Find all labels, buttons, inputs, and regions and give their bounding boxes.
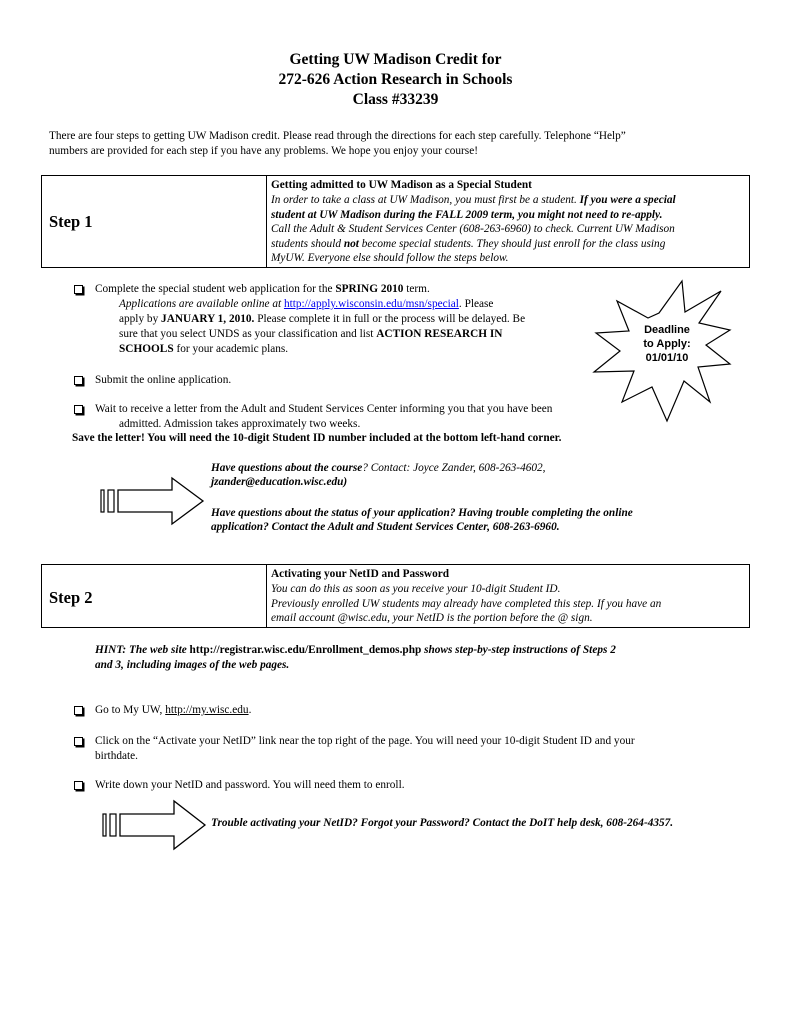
deadline-text: Deadline to Apply: 01/01/10 (643, 324, 691, 364)
hint-line-1: HINT: The web site http://registrar.wisc.edu/Enrollment_demos.php shows step-by-step instructions of Steps 2 (95, 644, 616, 656)
step1-item1-line-4: sure that you select UNDS as your classification and list ACTION RESEARCH IN (119, 328, 503, 340)
checkbox-step1-item2[interactable] (74, 376, 83, 385)
arrow-right-icon (102, 799, 208, 851)
checkbox-step1-item1[interactable] (74, 285, 83, 294)
step1-item1-line-1: Complete the special student web application for the SPRING 2010 term. (95, 283, 430, 295)
step1-desc-line-1: In order to take a class at UW Madison, you must first be a student. If you were a special (271, 194, 676, 206)
intro-line-2: numbers are provided for each step if you have any problems. We hope you enjoy your course! (49, 145, 478, 157)
title-line-3: Class #33239 (352, 91, 439, 108)
checkbox-step1-item3[interactable] (74, 405, 83, 414)
step1-heading: Getting admitted to UW Madison as a Special Student (271, 179, 532, 191)
help-course-line-2: jzander@education.wisc.edu) (211, 476, 348, 488)
step2-divider (266, 565, 267, 627)
step1-item2-text: Submit the online application. (95, 374, 232, 386)
step1-desc-line-2: student at UW Madison during the FALL 2009 term, you might not need to re-apply. (271, 209, 663, 221)
checkbox-step2-item1[interactable] (74, 706, 83, 715)
step1-desc-line-5: MyUW. Everyone else should follow the steps below. (271, 252, 509, 264)
help-application-line-2: application? Contact the Adult and Student Services Center, 608-263-6960. (211, 521, 560, 533)
title-line-1: Getting UW Madison Credit for (289, 51, 502, 68)
step2-item1-text: Go to My UW, http://my.wisc.edu. (95, 704, 252, 716)
step1-label: Step 1 (49, 212, 93, 231)
checkbox-step2-item2[interactable] (74, 737, 83, 746)
apply-link[interactable]: http://apply.wisconsin.edu/msn/special (283, 298, 459, 310)
step2-item2-line-2: birthdate. (95, 750, 138, 762)
step2-item2-line-1: Click on the “Activate your NetID” link near the top right of the page. You will need your 10-digit Student ID and your (95, 735, 635, 747)
step1-desc-line-3: Call the Adult & Student Services Center (608-263-6960) to check. Current UW Madison (271, 223, 675, 235)
intro-line-1: There are four steps to getting UW Madison credit. Please read through the directions for each step carefully. Telephone “Help” (49, 130, 626, 142)
step2-box (41, 564, 750, 628)
save-letter-note: Save the letter! You will need the 10-digit Student ID number included at the bottom left-hand corner. (72, 432, 562, 444)
checkbox-step2-item3[interactable] (74, 781, 83, 790)
step1-divider (266, 176, 267, 267)
help-application-line-1: Have questions about the status of your application? Having trouble completing the online (211, 507, 633, 519)
step2-label: Step 2 (49, 588, 93, 607)
title-line-2: 272-626 Action Research in Schools (278, 71, 513, 88)
step1-item3-line-2: admitted. Admission takes approximately two weeks. (119, 418, 361, 430)
step1-item1-line-2: Applications are available online at http://apply.wisconsin.edu/msn/special. Please (119, 298, 494, 310)
arrow-right-icon (100, 476, 206, 526)
step1-item1-line-5: SCHOOLS for your academic plans. (119, 343, 289, 355)
myuw-link[interactable]: http://my.wisc.edu (165, 704, 249, 716)
trouble-netid-note: Trouble activating your NetID? Forgot your Password? Contact the DoIT help desk, 608-264-4357. (211, 817, 674, 829)
step1-item3-line-1: Wait to receive a letter from the Adult and Student Services Center informing you that you have been (95, 403, 553, 415)
step1-box (41, 175, 750, 268)
step2-desc-line-3: email account @wisc.edu, your NetID is the portion before the @ sign. (271, 612, 593, 624)
step2-heading: Activating your NetID and Password (271, 568, 450, 580)
step2-desc-line-2: Previously enrolled UW students may already have completed this step. If you have an (271, 598, 662, 610)
step2-desc-line-1: You can do this as soon as you receive your 10-digit Student ID. (271, 583, 561, 595)
help-course-line-1: Have questions about the course? Contact: Joyce Zander, 608-263-4602, (211, 462, 546, 474)
hint-line-2: and 3, including images of the web pages. (95, 659, 290, 671)
step1-item1-line-3: apply by JANUARY 1, 2010. Please complete it in full or the process will be delayed. Be (119, 313, 526, 325)
step2-item3-text: Write down your NetID and password. You will need them to enroll. (95, 779, 405, 791)
step1-desc-line-4: students should not become special students. They should just enroll for the class using (271, 238, 666, 250)
